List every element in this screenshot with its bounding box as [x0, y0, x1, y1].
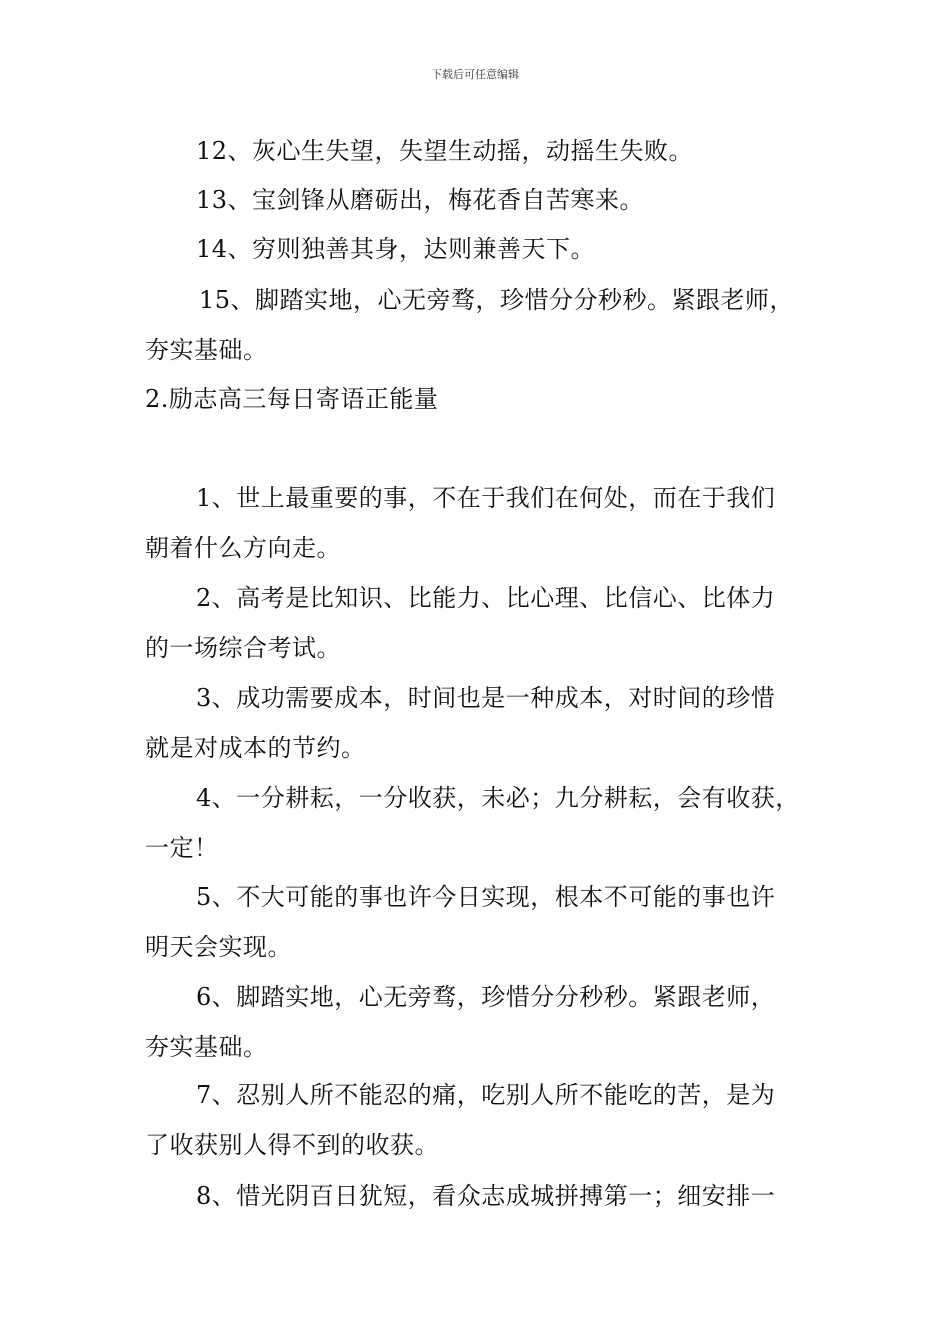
- item-1-line-1: 1、世上最重要的事，不在于我们在何处，而在于我们: [196, 484, 776, 512]
- page-header: 下载后可任意编辑: [431, 68, 519, 81]
- item-12: 12、灰心生失望，失望生动摇，动摇生失败。: [196, 137, 694, 165]
- item-14: 14、穷则独善其身，达则兼善天下。: [196, 235, 596, 263]
- item-1-line-2: 朝着什么方向走。: [145, 534, 341, 562]
- item-15-line-2: 夯实基础。: [145, 336, 268, 364]
- item-6-line-1: 6、脚踏实地，心无旁骛，珍惜分分秒秒。紧跟老师，: [196, 983, 776, 1011]
- item-5-line-2: 明天会实现。: [145, 933, 292, 961]
- item-7-line-2: 了收获别人得不到的收获。: [145, 1131, 439, 1159]
- item-2-line-1: 2、高考是比知识、比能力、比心理、比信心、比体力: [196, 584, 776, 612]
- item-3-line-2: 就是对成本的节约。: [145, 734, 366, 762]
- item-3-line-1: 3、成功需要成本，时间也是一种成本，对时间的珍惜: [196, 684, 776, 712]
- item-4-line-2: 一定！: [145, 834, 219, 862]
- item-8-line-1: 8、惜光阴百日犹短，看众志成城拼搏第一；细安排一: [196, 1182, 776, 1210]
- item-2-line-2: 的一场综合考试。: [145, 634, 341, 662]
- item-5-line-1: 5、不大可能的事也许今日实现，根本不可能的事也许: [196, 883, 776, 911]
- section-title: 2.励志高三每日寄语正能量: [145, 385, 439, 413]
- item-4-line-1: 4、一分耕耘，一分收获，未必；九分耕耘，会有收获，: [196, 784, 800, 812]
- item-15-line-1: 15、脚踏实地，心无旁骛，珍惜分分秒秒。紧跟老师，: [199, 286, 795, 314]
- item-7-line-1: 7、忍别人所不能忍的痛，吃别人所不能吃的苦，是为: [196, 1081, 776, 1109]
- item-6-line-2: 夯实基础。: [145, 1033, 268, 1061]
- item-13: 13、宝剑锋从磨砺出，梅花香自苦寒来。: [196, 186, 645, 214]
